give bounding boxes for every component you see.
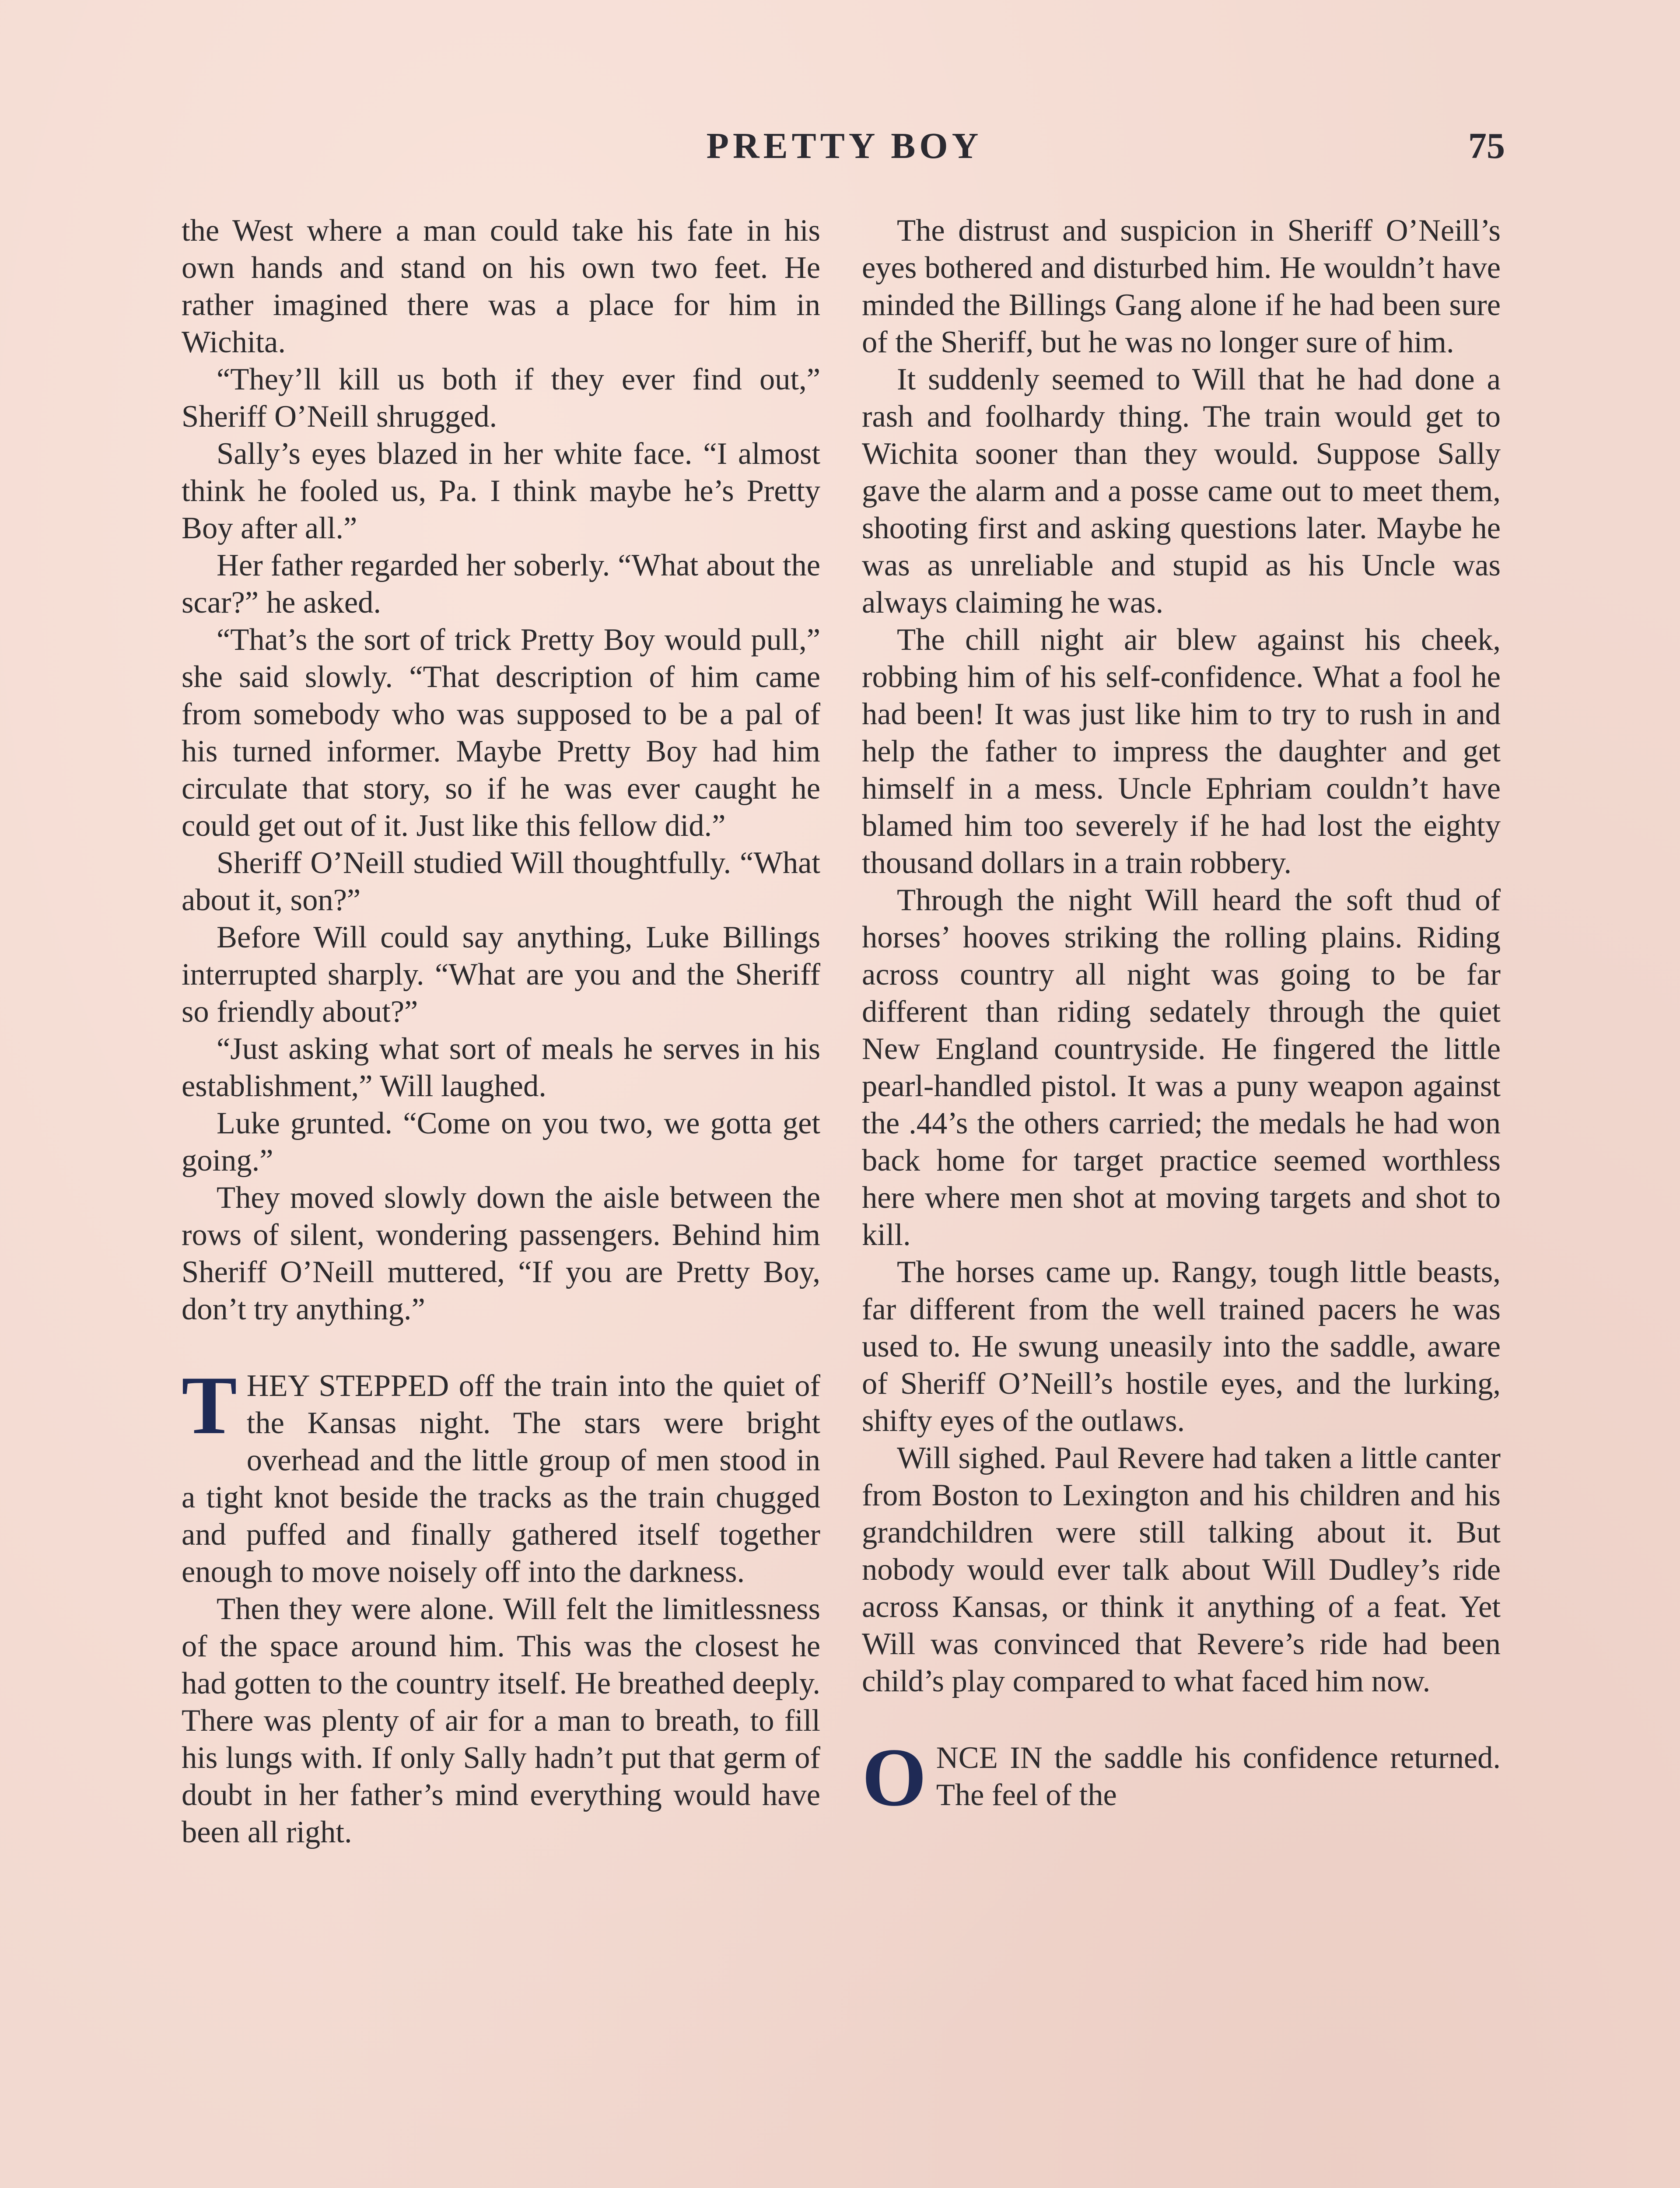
paragraph: The chill night air blew against his cheek, robbing him of his self-confidence. What a fool he had been! It was just like him to try to rush in and help the father to impress the daughter and get himself in a mess. Uncle Ephriam couldn’t have blamed him too severely if he had lost the eighty thousand dollars in a train robbery. [862,623,1501,880]
section-opening-paragraph [862,1732,1501,1823]
lead-in-caps: HEY STEPPED [246,1369,449,1403]
paragraph: The horses came up. Rangy, tough little beasts, far different from the well trained pacers he was used to. He swung uneasily into the saddle, aware of Sheriff O’Neill’s hostile eyes, and the lurking, shifty eyes of the outlaws. [862,1255,1501,1438]
paragraph: It suddenly seemed to Will that he had done a rash and foolhardy thing. The train would get to Wichita sooner than they would. Suppose Sally gave the alarm and a posse came out to meet them, shooting first and asking questions later. Maybe he was as unreliable and stupid as his Uncle was always claiming he was. [862,362,1501,620]
paragraph: Through the night Will heard the soft thud of horses’ hooves striking the rolling plains. Riding across country all night was going to be far different than riding sedately through the quiet New England countryside. He fingered the little pearl-handled pistol. It was a puny weapon against the .44’s the others carried; the medals he had won back home for target practice seemed worthless here where men shot at moving targets and shot to kill. [862,883,1501,1252]
page-number: 75 [1468,126,1505,166]
drop-cap: O [862,1732,927,1823]
continued-paragraph: the West where a man could take his fate in his own hands and stand on his own two feet. He rather imagined there was a place for him in Wichita. [182,214,820,359]
paragraph: Before Will could say anything, Luke Billings interrupted sharply. “What are you and the Sheriff so friendly about?” [182,920,820,1029]
paragraph-text: off the train into the quiet of the Kansas night. The stars were bright overhead and the little group of men stood in a tight knot beside the tracks as the train chugged and puffed and finally gathered itself together enough to move noisely off into the darkness. [182,1369,820,1589]
drop-cap: T [182,1360,237,1452]
page-header [0,125,1680,173]
paragraph: “Just asking what sort of meals he serves in his establishment,” Will laughed. [182,1032,820,1103]
paragraph: The distrust and suspicion in Sheriff O’Neill’s eyes bothered and disturbed him. He wouldn’t have minded the Billings Gang alone if he had been sure of the Sheriff, but he was no longer sure of him. [862,214,1501,359]
running-title: PRETTY BOY [706,126,983,166]
paragraph: Will sighed. Paul Revere had taken a little canter from Boston to Lexington and his children and his grandchildren were still talking about it. But nobody would ever talk about Will Dudley’s ride across Kansas, or think it anything of a feat. Yet Will was convinced that Revere’s ride had been child’s play compared to what faced him now. [862,1441,1501,1698]
text-column-left [182,212,820,1851]
text-column-right [862,212,1501,1823]
paragraph: Luke grunted. “Come on you two, we gotta get going.” [182,1106,820,1178]
paragraph: Her father regarded her soberly. “What about the scar?” he asked. [182,548,820,620]
paragraph: Then they were alone. Will felt the limitlessness of the space around him. This was the closest he had gotten to the country itself. He breathed deeply. There was plenty of air for a man to breath, to fill his lungs with. If only Sally hadn’t put that germ of doubt in her father’s mind everything would have been all right. [182,1592,820,1849]
paragraph: “That’s the sort of trick Pretty Boy would pull,” she said slowly. “That description of him came from somebody who was supposed to be a pal of his turned informer. Maybe Pretty Boy had him circulate that story, so if he was ever caught he could get out of it. Just like this fellow did.” [182,623,820,843]
paragraph-text: the saddle his confidence returned. The feel of the [936,1741,1501,1812]
paragraph: Sally’s eyes blazed in her white face. “I almost think he fooled us, Pa. I think maybe he’s Pretty Boy after all.” [182,437,820,545]
paragraph: They moved slowly down the aisle between the rows of silent, wondering passengers. Behind him Sheriff O’Neill muttered, “If you are Pretty Boy, don’t try anything.” [182,1181,820,1326]
paragraph: “They’ll kill us both if they ever find out,” Sheriff O’Neill shrugged. [182,362,820,434]
paragraph: Sheriff O’Neill studied Will thoughtfully. “What about it, son?” [182,846,820,917]
section-opening-paragraph [182,1360,820,1591]
lead-in-caps: NCE IN [936,1741,1043,1775]
